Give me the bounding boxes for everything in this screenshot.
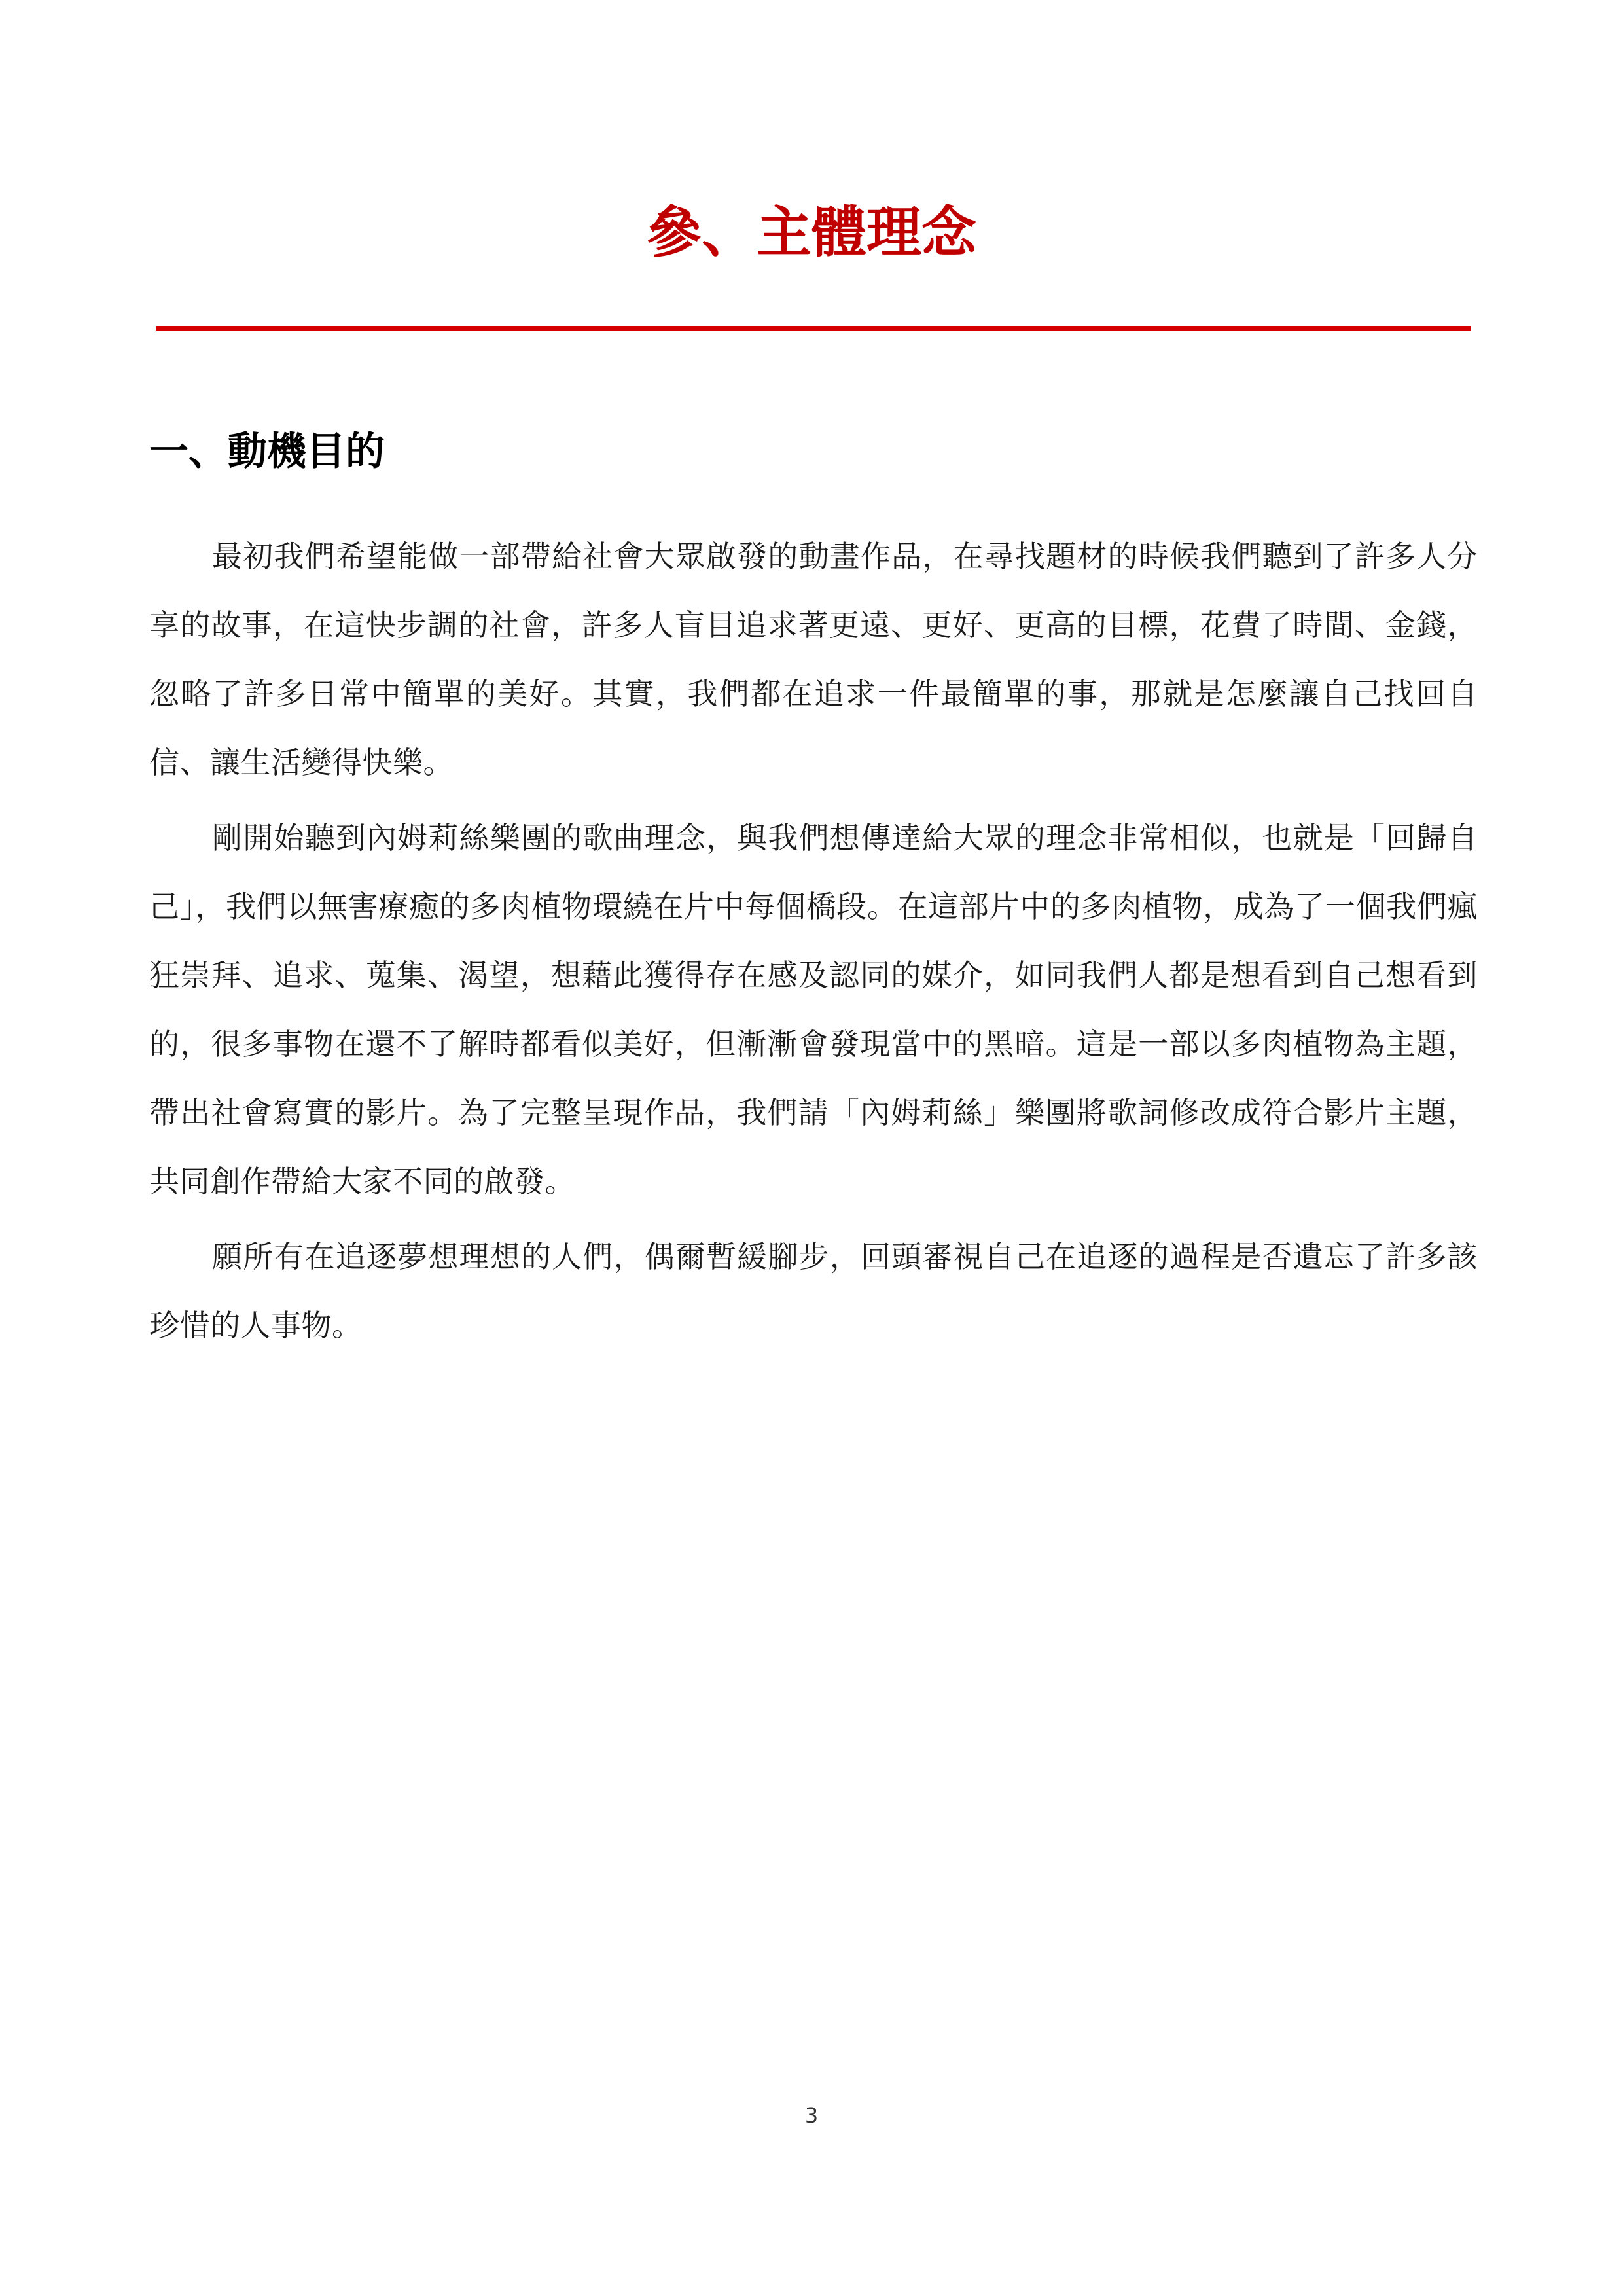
chapter-title: 參、主體理念 — [646, 200, 976, 264]
page-number: 3 — [804, 2103, 819, 2128]
paragraph-1: 最初我們希望能做一部帶給社會大眾啟發的動畫作品，在尋找題材的時候我們聽到了許多人分享的故事，在這快步調的社會，許多人盲目追求著更遠、更好、更高的目標，花費了時間、金錢，忽略了許多日常中簡單的美好。其實，我們都在追求一件最簡單的事，那就是怎麼讓自己找回自信、讓生活變得快樂。 — [149, 539, 1478, 780]
paragraph-2: 剛開始聽到內姆莉絲樂團的歌曲理念，與我們想傳達給大眾的理念非常相似，也就是「回歸自己」，我們以無害療癒的多肉植物環繞在片中每個橋段。在這部片中的多肉植物，成為了一個我們瘋狂崇拜、追求、蒐集、渴望，想藉此獲得存在感及認同的媒介，如同我們人都是想看到自己想看到的，很多事物在還不了解時都看似美好，但漸漸會發現當中的黑暗。這是一部以多肉植物為主題，帶出社會寫實的影片。為了完整呈現作品，我們請「內姆莉絲」樂團將歌詞修改成符合影片主題，共同創作帶給大家不同的啟發。 — [149, 820, 1478, 1199]
title-divider — [156, 326, 1471, 331]
section-heading: 一、動機目的 — [149, 429, 385, 475]
paragraph-3: 願所有在追逐夢想理想的人們，偶爾暫緩腳步，回頭審視自己在追逐的過程是否遺忘了許多該珍惜的人事物。 — [149, 1239, 1478, 1343]
body-text — [149, 522, 1478, 1367]
